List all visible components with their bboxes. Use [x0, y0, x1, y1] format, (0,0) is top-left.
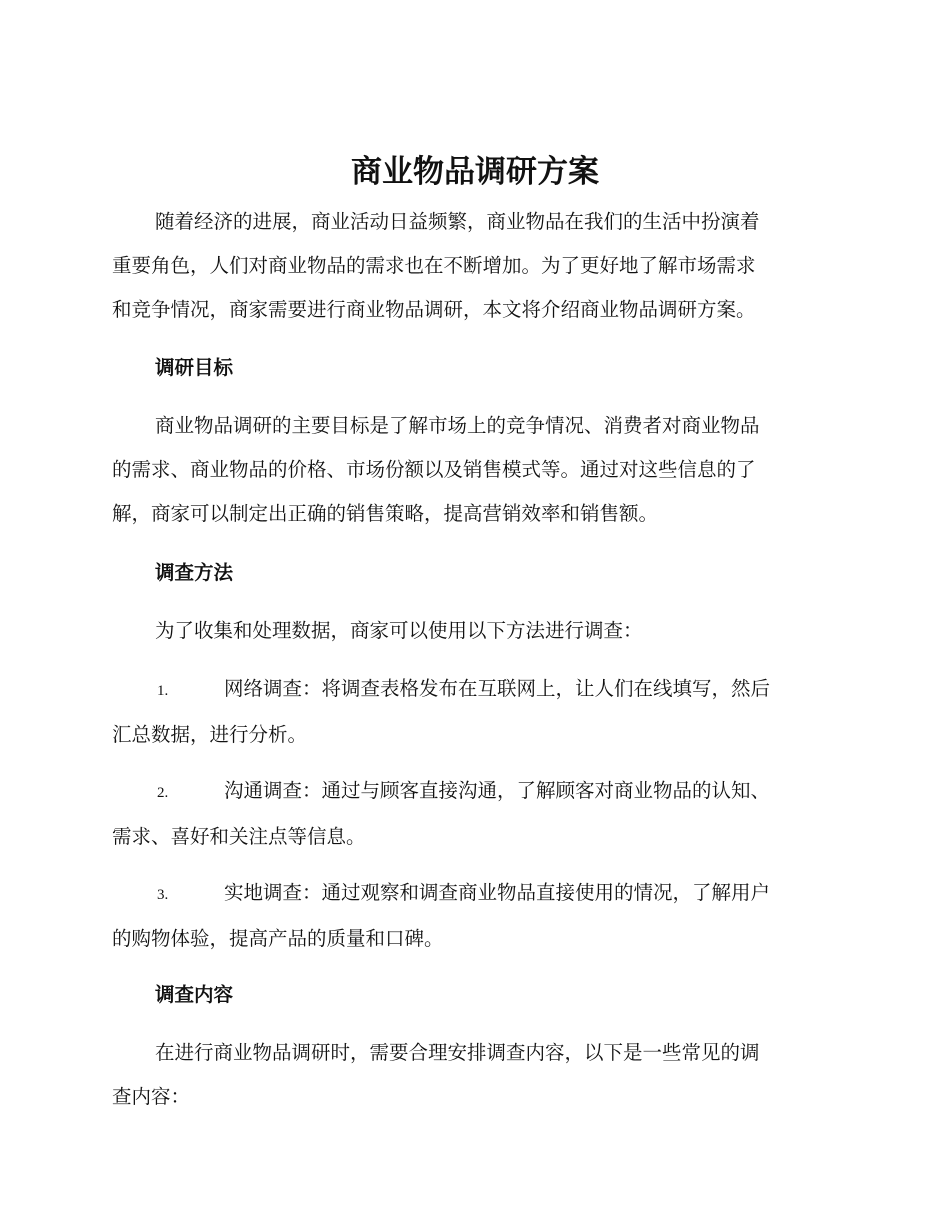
methods-line: 为了收集和处理数据，商家可以使用以下方法进行调查：	[155, 619, 643, 642]
intro-paragraph	[112, 200, 832, 332]
method-list-item-1	[112, 667, 832, 757]
list-item-text: 沟通调查：通过与顾客直接沟通，了解顾客对商业物品的认知、	[224, 779, 771, 802]
list-item-continuation: 需求、喜好和关注点等信息。	[112, 825, 366, 848]
intro-line: 随着经济的进展，商业活动日益频繁，商业物品在我们的生活中扮演着	[155, 210, 760, 233]
methods-intro	[112, 609, 832, 653]
section-heading-methods: 调查方法	[155, 561, 234, 584]
goals-line: 的需求、商业物品的价格、市场份额以及销售模式等。通过对这些信息的了	[112, 458, 756, 481]
goals-paragraph	[112, 404, 832, 536]
intro-line: 重要角色，人们对商业物品的需求也在不断增加。为了更好地了解市场需求	[112, 254, 756, 277]
method-list-item-2	[112, 769, 832, 859]
list-item-first-line	[112, 871, 832, 917]
list-item-continuation: 汇总数据，进行分析。	[112, 723, 308, 746]
content-line: 查内容：	[112, 1085, 191, 1108]
goals-line: 解，商家可以制定出正确的销售策略，提高营销效率和销售额。	[112, 502, 659, 525]
list-item-first-line	[112, 769, 832, 815]
section-heading-goals: 调研目标	[155, 356, 234, 379]
content-line: 在进行商业物品调研时，需要合理安排调查内容，以下是一些常见的调	[155, 1041, 760, 1064]
document-title: 商业物品调研方案	[351, 154, 599, 190]
content-paragraph	[112, 1031, 832, 1119]
list-item-first-line	[112, 667, 832, 713]
list-number: 1.	[157, 683, 169, 699]
section-heading-content: 调查内容	[155, 983, 234, 1006]
list-number: 3.	[157, 887, 169, 903]
list-item-text: 网络调查：将调查表格发布在互联网上，让人们在线填写，然后	[224, 677, 771, 700]
goals-line: 商业物品调研的主要目标是了解市场上的竞争情况、消费者对商业物品	[155, 414, 760, 437]
intro-line: 和竞争情况，商家需要进行商业物品调研，本文将介绍商业物品调研方案。	[112, 298, 756, 321]
list-item-text: 实地调查：通过观察和调查商业物品直接使用的情况，了解用户	[224, 881, 771, 904]
list-item-continuation: 的购物体验，提高产品的质量和口碑。	[112, 927, 444, 950]
method-list-item-3	[112, 871, 832, 961]
list-number: 2.	[157, 785, 169, 801]
